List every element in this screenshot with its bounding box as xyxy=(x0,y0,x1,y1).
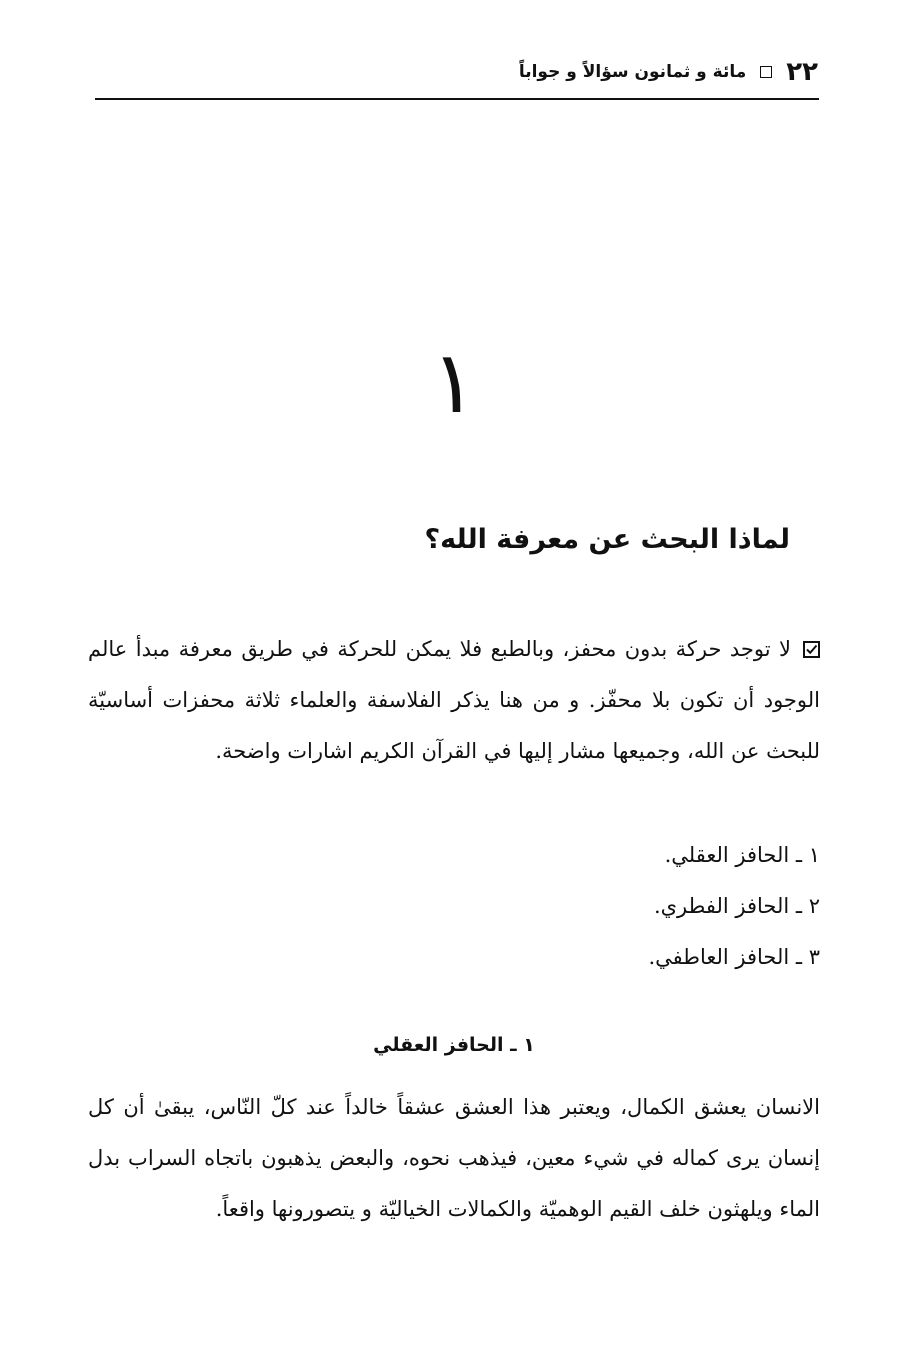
list-item: ٢ ـ الحافز الفطري. xyxy=(653,894,820,918)
intro-text: لا توجد حركة بدون محفز، وبالطبع فلا يمكن للحركة في طريق معرفة مبدأ عالم الوجود أن تكون بلا محفّز. و من هنا يذكر الفلاسفة والعلماء ثلاثة محفزات أساسيّة للبحث عن الله، وجميعها مشار إليها في القرآن الكريم اشارات واضحة. xyxy=(88,637,820,763)
page-number: ٢٢ xyxy=(786,57,818,87)
question-title: لماذا البحث عن معرفة الله؟ xyxy=(424,524,790,555)
square-ornament-icon xyxy=(760,66,772,78)
motivator-list xyxy=(648,830,820,983)
book-title: مائة و ثمانون سؤالاً و جواباً xyxy=(518,62,747,82)
section-heading: ١ ـ الحافز العقلي xyxy=(373,1034,535,1056)
intro-paragraph xyxy=(88,624,820,777)
list-item: ١ ـ الحافز العقلي. xyxy=(664,843,820,867)
running-header xyxy=(88,52,818,92)
chapter-number: ١ xyxy=(430,333,478,433)
list-item: ٣ ـ الحافز العاطفي. xyxy=(648,945,820,969)
section-paragraph: الانسان يعشق الكمال، ويعتبر هذا العشق عشقاً خالداً عند كلّ النّاس، يبقىٰ أن كل إنسان يرى كماله في شيء معين، فيذهب نحوه، والبعض يذهبون باتجاه السراب بدل الماء ويلهثون خلف القيم الوهميّة والكمالات الخياليّة و يتصورونها واقعاً. xyxy=(88,1095,820,1221)
checkbox-icon xyxy=(803,641,820,658)
header-divider xyxy=(95,98,819,100)
